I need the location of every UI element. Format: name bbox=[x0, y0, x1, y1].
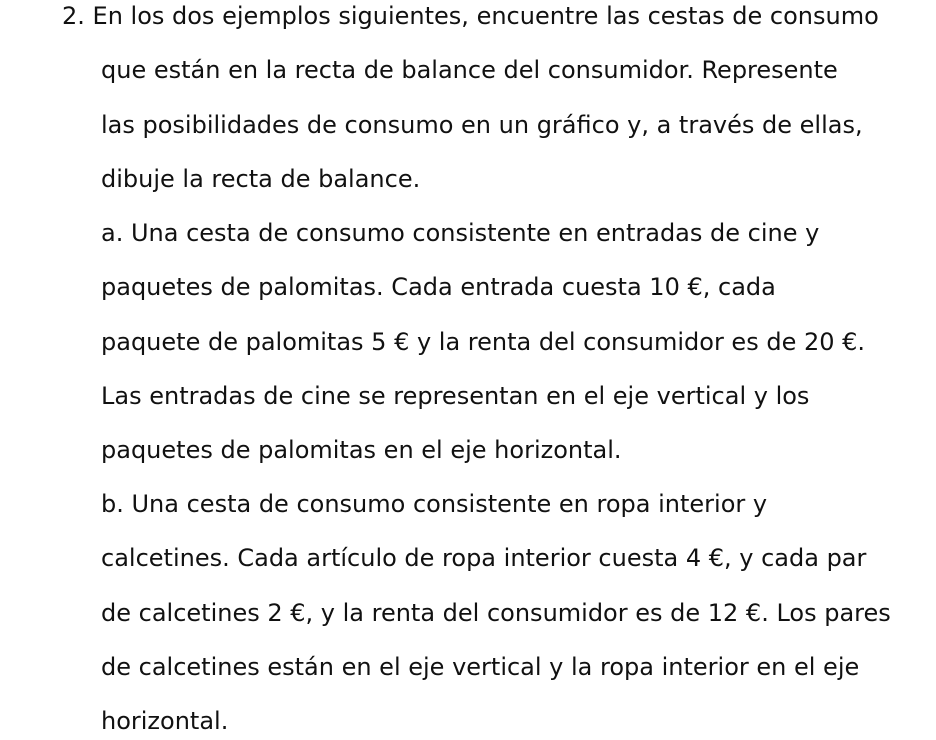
exercise-line-14: horizontal. bbox=[101, 707, 229, 735]
exercise-line-2: que están en la recta de balance del consumidor. Represente bbox=[101, 56, 838, 84]
exercise-line-10: b. Una cesta de consumo consistente en ropa interior y bbox=[101, 490, 768, 518]
exercise-line-6: paquetes de palomitas. Cada entrada cuesta 10 €, cada bbox=[101, 273, 776, 301]
exercise-line-12: de calcetines 2 €, y la renta del consumidor es de 12 €. Los pares bbox=[101, 599, 891, 627]
exercise-line-5: a. Una cesta de consumo consistente en entradas de cine y bbox=[101, 219, 820, 247]
exercise-line-11: calcetines. Cada artículo de ropa interior cuesta 4 €, y cada par bbox=[101, 544, 867, 572]
exercise-line-3: las posibilidades de consumo en un gráfico y, a través de ellas, bbox=[101, 111, 863, 139]
exercise-line-7: paquete de palomitas 5 € y la renta del consumidor es de 20 €. bbox=[101, 328, 866, 356]
exercise-line-13: de calcetines están en el eje vertical y la ropa interior en el eje bbox=[101, 653, 860, 681]
exercise-line-8: Las entradas de cine se representan en el eje vertical y los bbox=[101, 382, 810, 410]
exercise-line-1: 2. En los dos ejemplos siguientes, encuentre las cestas de consumo bbox=[62, 2, 879, 30]
exercise-line-9: paquetes de palomitas en el eje horizontal. bbox=[101, 436, 622, 464]
exercise-line-4: dibuje la recta de balance. bbox=[101, 165, 421, 193]
